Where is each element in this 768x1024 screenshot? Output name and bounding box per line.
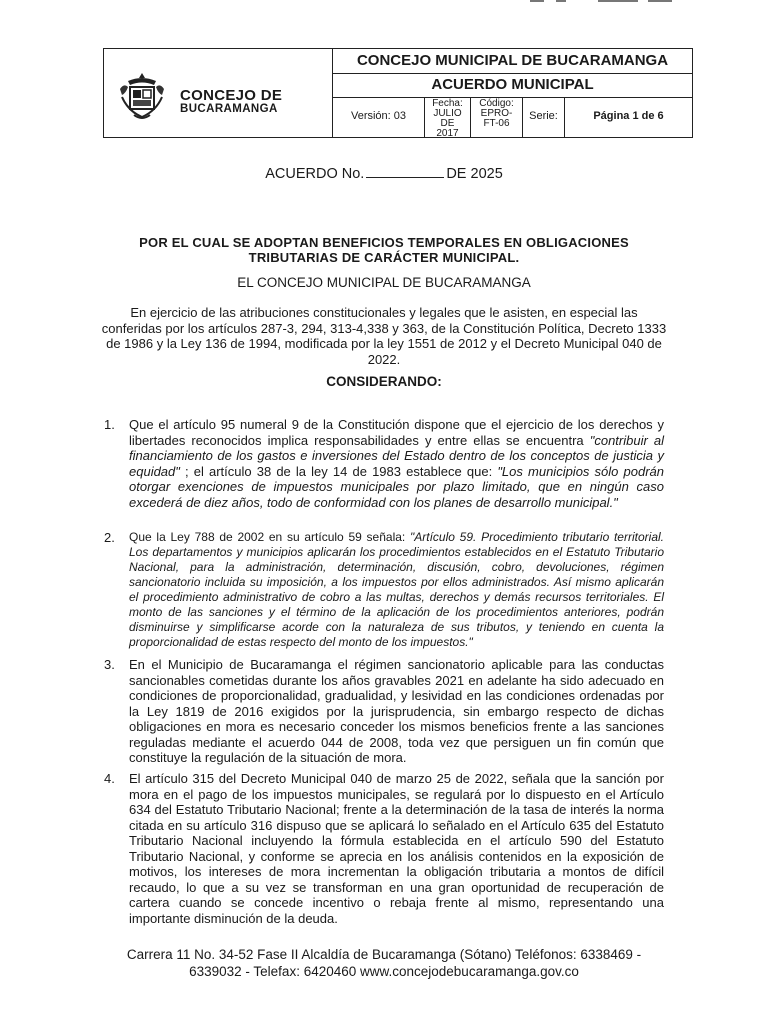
codigo-label: Código: (479, 98, 514, 109)
item-number: 3. (104, 657, 115, 672)
document-header-table (103, 48, 693, 138)
coat-of-arms-icon (118, 71, 166, 123)
list-item (104, 771, 664, 926)
header-meta-row (333, 97, 692, 137)
acuerdo-number-blank (366, 165, 444, 178)
logo-text-line2: BUCARAMANGA (180, 103, 278, 115)
council-heading: EL CONCEJO MUNICIPAL DE BUCARAMANGA (237, 275, 531, 290)
scan-mark (556, 0, 566, 2)
item-text: Que el artículo 95 numeral 9 de la Constitución dispone que el ejercicio de los derechos y libertades reconocidos implica responsabilidades y entre ellas se encuentra (129, 417, 664, 448)
item-body (129, 530, 664, 650)
acuerdo-number-line (0, 165, 768, 182)
item-number: 4. (104, 771, 115, 786)
version-cell: Versión: 03 (333, 97, 425, 137)
preamble-paragraph: En ejercicio de las atribuciones constitucionales y legales que le asisten, en especial las conferidas por los artículos 287-3, 294, 313-4,338 y 363, de la Constitución Política, Decreto 1333 de 1986 y la Ley 136 de 1994, modificada por la ley 1551 de 2012 y el Decreto Municipal 040 de 2022. (101, 305, 667, 367)
item-quote: "Artículo 59. Procedimiento tributario territorial. Los departamentos y municipios aplicarán los procedimientos establecidos en el Estatuto Tributario Nacional, para la administración, determinación, discusión, cobro, devoluciones, régimen sancionatorio incluida su imposición, a los impuestos por ellos administrados. Así mismo aplicarán el procedimiento administrativo de cobro a las multas, derechos y demás recursos territoriales. El monto de las sanciones y el término de la aplicación de los procedimientos anteriores, podrán disminuirse y simplificarse acorde con la naturaleza de sus tributos, y teniendo en cuenta la proporcionalidad de estas respecto del monto de los impuestos." (129, 530, 664, 649)
fecha-label: Fecha: (432, 98, 463, 109)
footer-address: Carrera 11 No. 34-52 Fase II Alcaldía de Bucaramanga (Sótano) Teléfonos: 6338469 - (126, 947, 642, 962)
item-number: 1. (104, 417, 115, 432)
scan-mark (648, 0, 672, 2)
document-type: ACUERDO MUNICIPAL (333, 73, 692, 98)
scan-mark (598, 0, 638, 2)
fecha-month: JULIO (433, 108, 462, 119)
acuerdo-suffix: DE 2025 (446, 166, 503, 182)
codigo-value2: FT-06 (483, 118, 510, 129)
item-body: El artículo 315 del Decreto Municipal 040 de marzo 25 de 2022, señala que la sanción por mora en el pago de los impuestos municipales, se regulará por lo dispuesto en el Artículo 634 del Estatuto Tributario Nacional; frente a la determinación de la tasa de interés la norma citada en su artículo 316 dispuso que se aplicará lo señalado en el Artículo 635 del Estatuto Tributario Nacional incluyendo la fórmula establecida en el artículo 590 del Estatuto Tributario Nacional, y conforme se aprecia en los análisis contenidos en la exposición de motivos, los intereses de mora incrementan la obligación tributaria a montos de difícil recaudo, lo que a su vez se transforman en una gran oportunidad de recuperación de cartera cuando se concede incentivo o rebaja frente al mismo, representando una importante disminución de la deuda. (129, 771, 664, 926)
logo-cell (104, 49, 333, 137)
page-footer (90, 946, 678, 980)
codigo-value1: EPRO- (480, 108, 513, 119)
document-title: POR EL CUAL SE ADOPTAN BENEFICIOS TEMPORALES EN OBLIGACIONES TRIBUTARIAS DE CARÁCTER MUNICIPAL. (139, 235, 629, 265)
fecha-year: 2017 (436, 128, 459, 139)
item-quote: "Los municipios sólo podrán otorgar exenciones de impuestos municipales por plazo limitado, que en ningún caso excederá de diez años, todo de conformidad con los planes de desarrollo municipal." (129, 463, 664, 510)
scan-mark (530, 0, 544, 2)
organization-name: CONCEJO MUNICIPAL DE BUCARAMANGA (333, 49, 692, 74)
serie-cell: Serie: (523, 97, 565, 137)
considerando-heading: CONSIDERANDO: (326, 374, 442, 389)
item-text: ; el artículo 38 de la ley 14 de 1983 establece que: (179, 463, 498, 479)
header-info (333, 49, 692, 137)
item-quote: "contribuir al financiamiento de los gastos e inversiones del Estado dentro de los conceptos de justicia y equidad" (129, 432, 665, 479)
list-item (104, 417, 664, 510)
item-body: En el Municipio de Bucaramanga el régimen sancionatorio aplicable para las conductas sancionables cometidas durante los años gravables 2021 en adelante ha sido adecuado en condiciones de proporcionalidad, gradualidad, y lesividad en las condiciones ordenadas por la Ley 1819 de 2016 exigidos por la jurisprudencia, sin embargo respecto de dichas obligaciones en mora es necesario conceder los mismos beneficios frente a las sanciones reguladas mediante el acuerdo 044 de 2008, toda vez que persiguen un fin común que constituye la regulación de la situación de mora. (129, 657, 664, 765)
fecha-cell (425, 97, 471, 137)
item-text: Que la Ley 788 de 2002 en su artículo 59 señala: (129, 530, 410, 544)
list-item (104, 530, 664, 650)
codigo-cell (471, 97, 523, 137)
list-item (104, 657, 664, 766)
logo-text-line1: CONCEJO DE (180, 87, 283, 104)
acuerdo-prefix: ACUERDO No. (265, 166, 365, 182)
page-number-cell: Página 1 de 6 (593, 110, 664, 122)
fecha-de: DE (440, 118, 455, 129)
item-number: 2. (104, 530, 115, 545)
item-body (129, 417, 664, 510)
footer-contact: 6339032 - Telefax: 6420460 www.concejodebucaramanga.gov.co (189, 964, 579, 979)
